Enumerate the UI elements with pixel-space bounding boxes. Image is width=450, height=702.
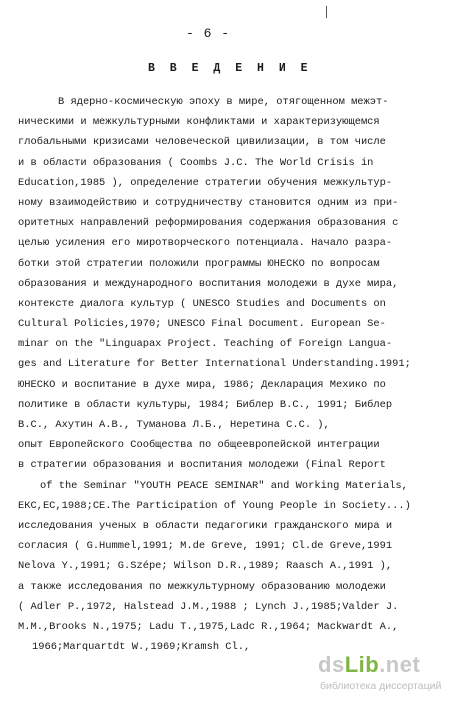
watermark-logo — [318, 652, 420, 678]
text-line: целью усиления его миротворческого потенциала. Начало разра- — [18, 237, 393, 250]
text-line: в стратегии образования и воспитания молодежи (Final Report — [18, 459, 386, 472]
page-number: - 6 - — [186, 26, 231, 41]
text-line: и в области образования ( Coombs J.C. The World Crisis in — [18, 156, 374, 169]
text-line: ботки этой стратегии положили программы ЮНЕСКО по вопросам — [18, 257, 380, 270]
watermark — [318, 652, 448, 698]
section-heading: В В Е Д Е Н И Е — [148, 62, 312, 75]
text-line: Education,1985 ), определение стратегии обучения межкультур- — [18, 176, 393, 189]
text-line: M.M.,Brooks N.,1975; Ladu T.,1975,Ladc R.,1964; Mackwardt A., — [18, 620, 399, 633]
text-line: политике в области культуры, 1984; Библер В.С., 1991; Библер — [18, 398, 393, 411]
text-line: ( Adler P.,1972, Halstead J.M.,1988 ; Lynch J.,1985;Valder J. — [18, 600, 399, 613]
body-text — [18, 92, 438, 657]
text-line: ges and Literature for Better International Understanding.1991; — [18, 358, 411, 371]
watermark-logo-ds: ds — [318, 652, 345, 677]
watermark-logo-lib: Lib — [344, 652, 380, 677]
text-line: В.С., Ахутин А.В., Туманова Л.Б., Неретина С.С. ), — [18, 419, 330, 431]
text-line: опыт Европейского Сообщества по общеевропейской интеграции — [18, 439, 380, 452]
text-line: Cultural Policies,1970; UNESCO Final Document. European Se- — [18, 318, 386, 331]
text-line: ЕКС,ЕС,1988;СЕ.The Participation of Young People in Society...) — [18, 499, 411, 512]
text-line: образования и международного воспитания молодежи в духе мира, — [18, 277, 399, 290]
watermark-logo-net: .net — [379, 652, 421, 677]
watermark-subtitle: библиотека диссертаций — [320, 680, 442, 692]
text-line: ному взаимодействию и сотрудничеству становится одним из при- — [18, 196, 399, 209]
text-line: оритетных направлений реформирования содержания образования с — [18, 217, 399, 230]
text-line: глобальными кризисами человеческой цивилизации, в том числе — [18, 136, 386, 149]
text-line: minar on the "Linguapax Project. Teaching of Foreign Langua- — [18, 338, 393, 351]
text-line: 1966;Marquartdt W.,1969;Kramsh Cl., — [32, 641, 251, 654]
text-line: ническими и межкультурными конфликтами и характеризующемся — [18, 116, 380, 129]
text-line: исследования ученых в области педагогики гражданского мира и — [18, 519, 393, 532]
text-line: согласия ( G.Hummel,1991; M.de Greve, 1991; Cl.de Greve,1991 — [18, 540, 393, 553]
text-line: ЮНЕСКО и воспитание в духе мира, 1986; Декларация Мехико по — [18, 378, 386, 391]
text-line: В ядерно-космическую эпоху в мире, отягощенном межэт- — [58, 96, 389, 108]
text-line: Nelova Y.,1991; G.Szépe; Wilson D.R.,1989; Raasch A.,1991 ), — [18, 560, 393, 573]
text-line: of the Seminar "YOUTH PEACE SEMINAR" and Working Materials, — [40, 479, 408, 492]
margin-tick-mark — [326, 6, 327, 18]
text-line: а также исследования по межкультурному образованию молодежи — [18, 580, 386, 593]
text-line: контексте диалога культур ( UNESCO Studies and Documents on — [18, 297, 386, 310]
